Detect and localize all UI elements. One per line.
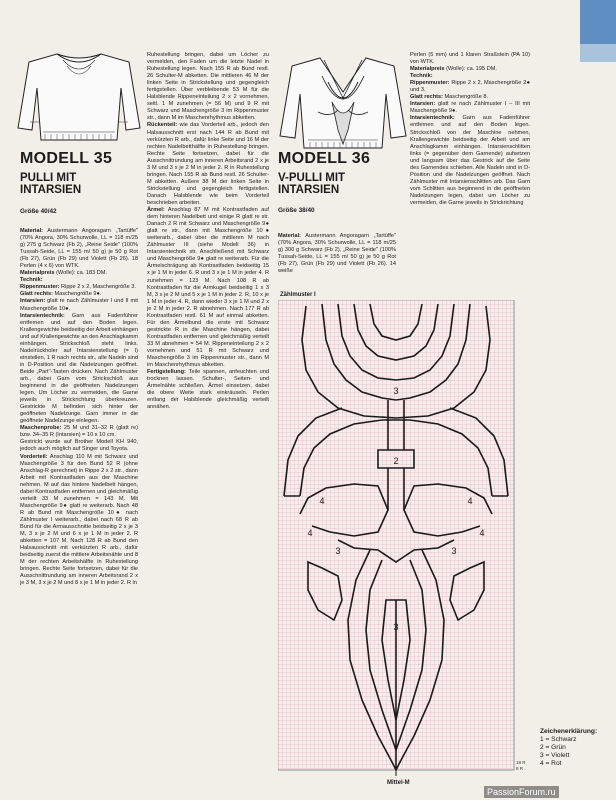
paragraph: Intarsientechnik: Garn aus Fadenführer entfernen und auf den Boden legen. Strickschloß von der Maschine nehmen, Krallengewichte beidseitig der Arbeit und am Anschlagkamm einhängen. Intarsienschlitten links (= gegenüber dem Garnende) aufsetzen und langsam über das Gestrick auf die Seite des Garnendes schieben. Alle Nadeln sind in D-Position und die Nadelzungen geöffnet. Nach Zählmuster mit Intarsienschlitten arb. Das Garn vom Schlitten aus beginnend in die geöffneten Nadelzungen legen, dabei um Löcher zu vermeiden, die Garne jeweils in Strickrichtung bbox=[410, 115, 530, 206]
paragraph: Fertigstellung: Teile spannen, anfeuchten und trocknen lassen. Schulter-, Seiten- und Ärmelnähte schließen. Ärmel einsetzen, dabei die obere Weite stark einkräuseln. Perlen entlang der Halsblende gleichmäßig verteilt annähen. bbox=[147, 369, 269, 411]
model-36-heading: MODELL 36 bbox=[278, 150, 371, 167]
paragraph: Technik: bbox=[410, 73, 433, 80]
chart-center-label: Mittel-M bbox=[387, 780, 410, 786]
paragraph: Material: Austermann Angoragarn „Tartüffe" (70% Angora, 30% Schurwolle, LL = 118 m/25 g) 300 g Schwarz (Fb 2), „Reine Seide" (100% Tussah-Seide, LL = 155 m/ 50 g) je 50 g Rot (Fb 27), Grün (Fb 29) und Violett (Fb 26). 14 weiße bbox=[278, 233, 396, 275]
legend-item: 3 = Violett bbox=[540, 752, 570, 759]
paragraph: Rippenmuster: Rippe 2 x 2, Maschengröße 3. bbox=[20, 284, 136, 291]
model-35-instructions-continued bbox=[147, 52, 269, 797]
model-36-instructions-continued bbox=[410, 52, 530, 285]
paragraph: Intarsien: glatt re nach Zählmuster I – III mit Maschengröße 9●. bbox=[410, 101, 530, 115]
paragraph: Vorderteil: Anschlag 110 M mit Schwarz und Maschengröße 3 für den Bund 52 R (ohne Anschlag-R gerechnet) in Rippe 2 x 2 str., dann Arbeit mit Kontrastfaden aus der Maschine nehmen. M auf das hintere Nadelbett hängen, dabei Kontrastfaden entfernen und gleichmäßig verteilt 33 M zunehmen = 143 M. Mit Maschengröße 9● glatt re weiterarb. Nach 48 R ab Bund mit Maschengröße 10● nach Zählmuster I weiterarb., dabei nach 68 R ab Bund für die Armausschnitte beidseitig 2 x je 3 M, 3 x je 2 M und 6 x je 1 M in jeder 2. R abketten = 107 M. Nach 128 R ab Bund den Halsausschnitt mit verkürzten R arb., dafür beidseitig zuerst die mittlere Arbeitsnähte und 8 M der rechten Arbeitshälfte in Ruhestellung bringen. Rechte Seite fortsetzen, dabei für die Ausschnittrundung am inneren Arbeitsrand 2 x je 3 M, 3 x je 2 M und 8 x je 1 M in jeder 2. R in bbox=[20, 453, 138, 587]
chart-region-label: 3 bbox=[451, 546, 457, 556]
chart-region-label: 4 bbox=[467, 496, 473, 506]
chart-title: Zählmuster I bbox=[280, 292, 316, 298]
knitting-chart bbox=[278, 300, 528, 778]
model-35-size: Größe 40/42 bbox=[20, 208, 57, 215]
model-36-instructions bbox=[278, 233, 396, 293]
chart-row-mark: 18 R bbox=[516, 760, 526, 765]
paragraph: Gestrickt wurde auf Brother Modell KH 940, jedoch auch möglich auf Singer und Toyota. bbox=[20, 439, 138, 453]
model-35-subtitle: PULLI MIT INTARSIEN bbox=[20, 172, 82, 196]
paragraph: Maschenprobe: 25 M und 31–32 R (glatt re) bzw. 34–35 R (Intarsien) = 10 x 10 cm. bbox=[20, 425, 138, 439]
paragraph: Glatt rechts: Maschengröße 9●. bbox=[20, 291, 102, 298]
chart-region-label: 4 bbox=[479, 528, 485, 538]
legend-item: 4 = Rot bbox=[540, 760, 562, 767]
paragraph: Intarsientechnik: Garn aus Fadenführer entfernen und auf den Boden legen. Krallengewichte beidseitig der Arbeit einhängen und auf Krallengewichte an den Anschlagkamm einhängen. Strickschloß steht links. Nadelrückholer auf Intarsienstellung (= I) einstellen, 1 R nach rechts str., alle Nadeln sind in D-Position und die Nadelzungen geöffnet. Beide „Part"-Tasten drücken. Nach Zählmuster arb., dabei Garn vom Strickschloß aus beginnend in die geöffneten Nadelzungen legen. Um Löcher zu vermeiden, die Garne jeweils in Strickrichtung überkreuzen. Gestrickte M befinden sich hinter der geöffneten Nadelzunge. Garn immer in die geöffnete Nadelzunge einlegen. bbox=[20, 312, 138, 425]
legend-title: Zeichenerklärung: bbox=[540, 728, 598, 735]
chart-region-label: 4 bbox=[319, 496, 325, 506]
page-corner-tab bbox=[580, 0, 616, 44]
chart-region-label: 4 bbox=[307, 528, 313, 538]
paragraph: Perlen (5 mm) und 1 klaren Straßstein (PA 10) von WTK. bbox=[410, 52, 530, 66]
chart-legend bbox=[540, 728, 614, 768]
model-35-instructions bbox=[20, 228, 138, 793]
paragraph: Materialpreis (Wolle): ca. 195 DM. bbox=[410, 66, 497, 73]
legend-item: 1 = Schwarz bbox=[540, 736, 577, 743]
paragraph: Ruhestellung bringen, dabei um Löcher zu vermeiden, den Faden um die letzte Nadel in Ruhestellung legen. Nach 155 R ab Bund restl. 26 Schulter-M abketten. Die mittleren 46 M der linken Seite in Strickstellung und gegengleich fertigstellen. Über verbleibende 53 M für die Halsblende Rippeneinteilung 2 x 2 vornehmen, seitl. 1 M zunehmen (= 56 M) und 9 R mit Schwarz und Maschengröße 3 im Rippenmuster str., dann M im Maschenrhythmus abketten. bbox=[147, 52, 269, 122]
model-36-size: Größe 38/40 bbox=[278, 207, 315, 214]
chart-row-mark: 8 R bbox=[516, 766, 524, 771]
paragraph: Glatt rechts: Maschengröße 8. bbox=[410, 94, 489, 101]
chart-region-label: 3 bbox=[393, 386, 399, 396]
paragraph: Intarsien: glatt re nach Zählmuster I und II mit Maschengröße 10●. bbox=[20, 298, 138, 312]
chart-region-label: 3 bbox=[393, 622, 399, 632]
sweater-sketch-model-35 bbox=[17, 48, 142, 143]
page-corner-tab-light bbox=[580, 44, 616, 62]
site-watermark: PassionForum.ru bbox=[484, 786, 559, 798]
paragraph: Material: Austermann Angoragarn „Tartüffe" (70% Angora, 30% Schurwolle, LL = 118 m/25 g) 275 g Schwarz (Fb 2), „Reine Seide" (100% Tussah-Seide, LL = 155 m/ 50 g) je 50 g Rot (Fb 27), Grün (Fb 29) und Violett (Fb 26). 18 Perlen (4 x 6) von WTK. bbox=[20, 228, 138, 270]
model-35-heading: MODELL 35 bbox=[20, 150, 113, 167]
sweater-sketch-model-36 bbox=[278, 52, 408, 152]
paragraph: Rippenmuster: Rippe 2 x 2, Maschengröße 2● und 3. bbox=[410, 80, 530, 94]
model-36-subtitle: V-PULLI MIT INTARSIEN bbox=[278, 172, 346, 196]
chart-region-label: 3 bbox=[335, 546, 341, 556]
paragraph: Materialpreis (Wolle): ca. 183 DM. bbox=[20, 270, 107, 277]
chart-region-label: 2 bbox=[393, 456, 399, 466]
paragraph: Technik: bbox=[20, 277, 43, 284]
paragraph: Ärmel: Anschlag 87 M mit Kontrastfaden auf dem hinteren Nadelbett und einige R glatt re str. Danach 2 R mit Schwarz und Maschengröße 9● glatt re str., dann mit Maschengröße 10● weiterarb., dabei über die mittleren M nach Zählmuster III (siehe Modell 36) in Intarsientechnik str. Anschließend mit Schwarz und Maschengröße 9● glatt re weiterarb. Für die Ärmelschrägung ab Kontrastfaden beidseitig 15 x je 1 M in jeder 6. R und 3 x je 1 M in jeder 4. R zunehmen = 123 M. Nach 108 R ab Kontrastfaden für die Armkugel beidseitig 1 x 3 M, 3 x je 2 M und 5 x je 1 M in jeder 2. R, 10 x je 1 M in jeder 4. R, dann wieder 3 x je 1 M und 2 x je 2 M in jeder 2. R abnehmen. Nach 177 R ab Kontrastfaden restl. 61 M auf einmal abketten. Für den Ärmelbund die erste mit Schwarz gestrickte R in die Maschine hängen, dabei Kontrastfaden entfernen und gleichmäßig verteilt 33 M abnehmen = 54 M. Rippeneinteilung 2 x 2 vornehmen und 51 R mit Schwarz und Maschengröße 3 im Rippenmuster str., dann M im Maschenrhythmus abketten. bbox=[147, 207, 269, 369]
legend-item: 2 = Grün bbox=[540, 744, 566, 751]
paragraph: Rückenteil: wie das Vorderteil arb., jedoch den Halsausschnitt erst nach 144 R ab Bund mit verkürzten R arb., dafür linke Seite und 16 M der rechten Nadelbetthälfte in Ruhestellung bringen. Rechte Seite fortsetzen, dabei für die Ausschnittrundung am inneren Arbeitsrand 2 x je 3 M und 3 x je 2 M in jeder 2. R in Ruhestellung bringen. Nach 155 R ab Bund restl. 26 Schulter-M abketten. Außere 38 M der linken Seite in Strickstellung und gegengleich fertigstellen. Danach Halsblende wie beim Vorderteil beschrieben arbeiten. bbox=[147, 122, 269, 206]
